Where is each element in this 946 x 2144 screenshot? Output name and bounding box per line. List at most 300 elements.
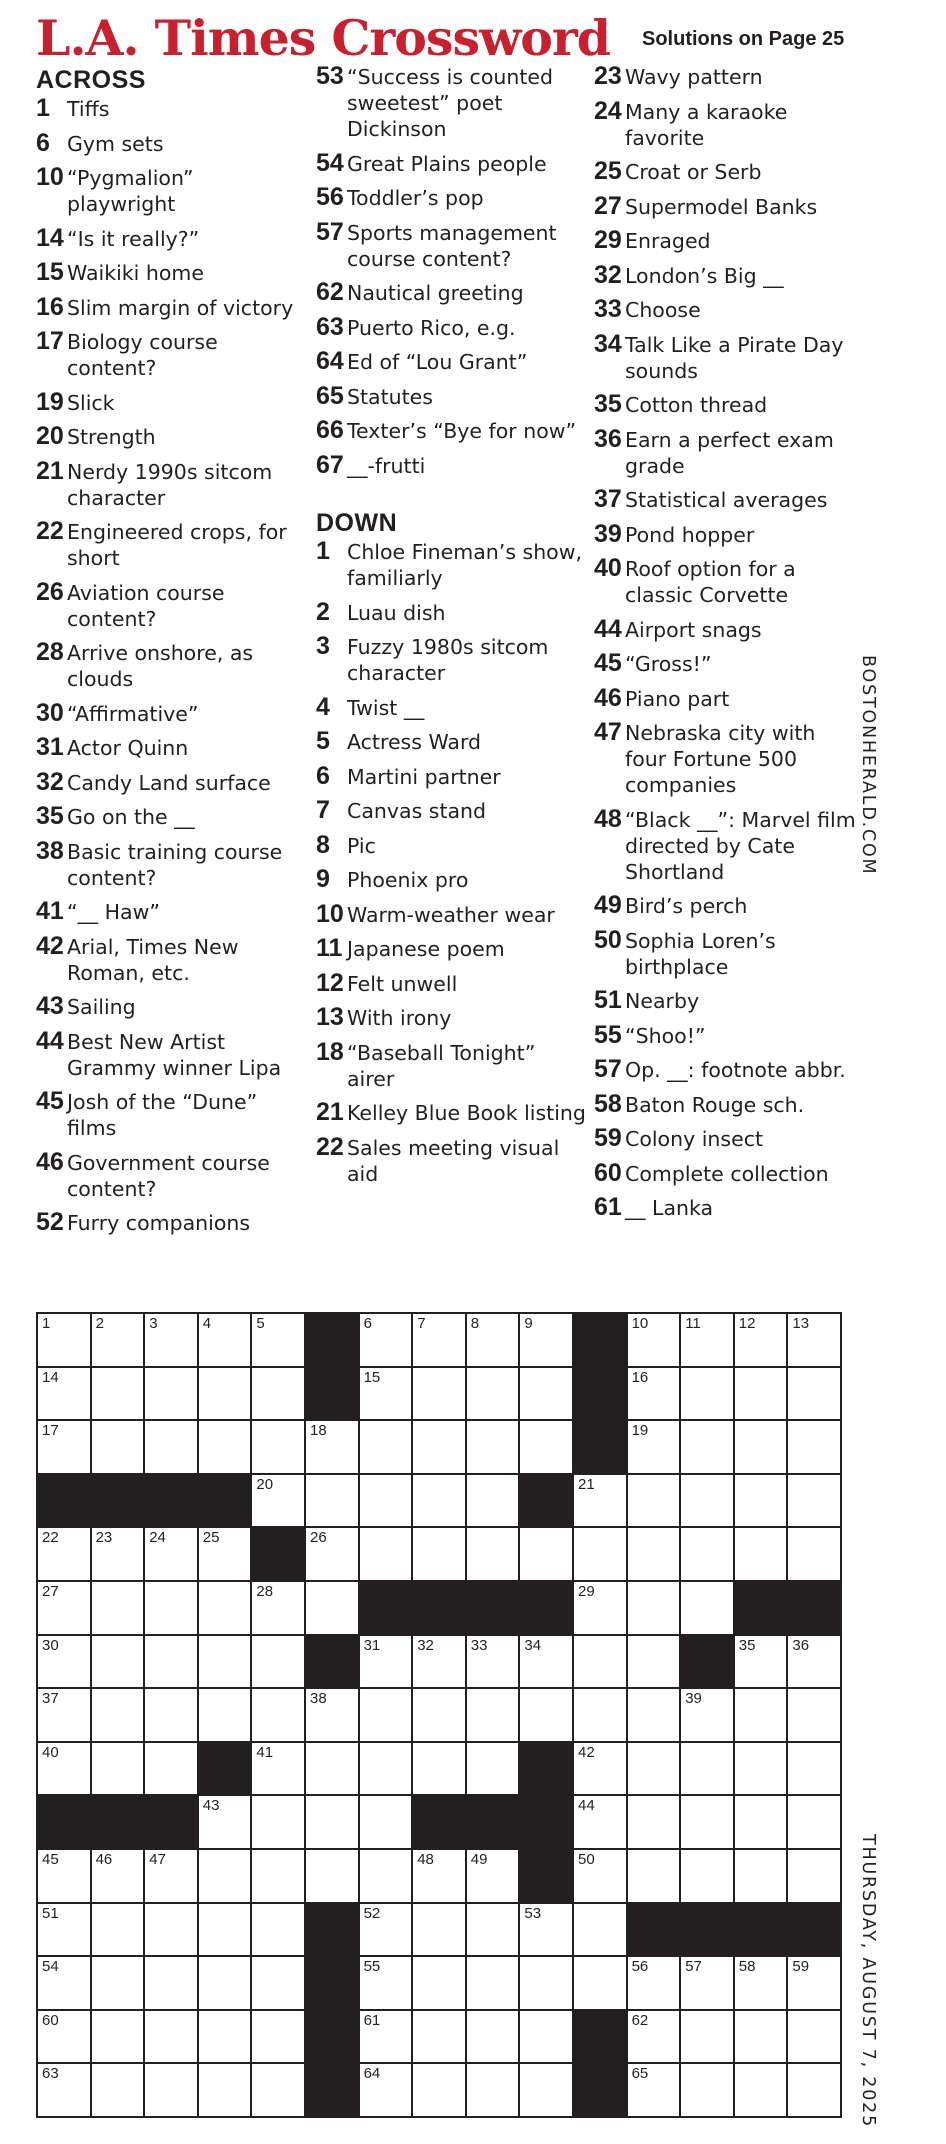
clue	[316, 539, 586, 591]
grid-cell[interactable]	[413, 1314, 465, 1366]
grid-cell[interactable]	[360, 1743, 412, 1795]
grid-cell[interactable]	[360, 1368, 412, 1420]
clue-number: 24	[594, 96, 622, 125]
clue	[316, 936, 586, 962]
clue-text: Japanese poem	[347, 937, 505, 961]
grid-cell[interactable]	[252, 1957, 304, 2009]
grid-cell[interactable]	[574, 1636, 626, 1688]
clue-text: Wavy pattern	[625, 65, 763, 89]
clue-number: 36	[594, 424, 622, 453]
grid-cell[interactable]	[38, 1528, 90, 1580]
grid-cell[interactable]	[574, 1743, 626, 1795]
clue	[36, 1026, 296, 1081]
clue-number: 21	[316, 1098, 344, 1126]
grid-block	[574, 2064, 626, 2116]
grid-block	[38, 1796, 90, 1848]
clue	[36, 1210, 296, 1236]
grid-cell[interactable]	[92, 1528, 144, 1580]
grid-cell[interactable]	[467, 2011, 519, 2063]
grid-cell[interactable]	[735, 1636, 787, 1688]
grid-cell[interactable]	[38, 1421, 90, 1473]
clue-text: Pic	[347, 833, 376, 858]
grid-cell[interactable]	[92, 2064, 144, 2116]
clue-text: Puerto Rico, e.g.	[347, 315, 516, 340]
clue-text: Martini partner	[347, 764, 501, 789]
cell-number: 2	[95, 1315, 104, 1332]
grid-cell[interactable]	[467, 1957, 519, 2009]
grid-cell[interactable]	[92, 1850, 144, 1902]
grid-cell[interactable]	[252, 1796, 304, 1848]
cell-number: 61	[363, 2011, 381, 2029]
grid-cell[interactable]	[145, 1314, 197, 1366]
grid-cell[interactable]	[788, 1957, 840, 2009]
grid-block	[199, 1743, 251, 1795]
grid-cell[interactable]	[413, 1904, 465, 1956]
grid-cell[interactable]	[735, 1475, 787, 1527]
grid-cell[interactable]	[681, 2064, 733, 2116]
clue	[36, 994, 296, 1020]
grid-cell[interactable]	[520, 1636, 572, 1688]
clue-number: 46	[594, 683, 622, 712]
grid-cell[interactable]	[413, 1850, 465, 1902]
clue-text: Cotton thread	[625, 393, 768, 417]
grid-cell[interactable]	[520, 2064, 572, 2116]
clue	[594, 614, 856, 643]
grid-cell[interactable]	[574, 1850, 626, 1902]
cell-number: 14	[42, 1368, 59, 1386]
grid-cell[interactable]	[413, 1743, 465, 1795]
grid-cell[interactable]	[199, 1421, 251, 1473]
clue-number: 29	[594, 226, 622, 254]
grid-cell[interactable]	[681, 1850, 733, 1902]
grid-cell[interactable]	[38, 2011, 90, 2063]
clue-text: Earn a perfect exam grade	[625, 427, 834, 478]
clue	[594, 1089, 856, 1118]
cell-number: 38	[310, 1690, 327, 1708]
grid-cell[interactable]	[306, 1743, 358, 1795]
grid-cell[interactable]	[92, 1582, 144, 1634]
grid-cell[interactable]	[360, 1475, 412, 1527]
clue	[36, 931, 296, 986]
clue	[36, 735, 296, 761]
grid-cell[interactable]	[681, 2011, 733, 2063]
grid-cell[interactable]	[360, 2011, 412, 2063]
grid-cell[interactable]	[199, 1689, 251, 1741]
grid-cell[interactable]	[199, 1850, 251, 1902]
grid-cell[interactable]	[788, 1528, 840, 1580]
grid-cell[interactable]	[306, 1528, 358, 1580]
grid-block	[306, 2011, 358, 2063]
cell-number: 56	[631, 1958, 649, 1976]
grid-cell[interactable]	[628, 1528, 680, 1580]
grid-cell[interactable]	[574, 1796, 626, 1848]
clue-text: Arial, Times New Roman, etc.	[67, 934, 239, 985]
grid-cell[interactable]	[681, 1368, 733, 1420]
clue-number: 53	[316, 62, 344, 90]
grid-cell[interactable]	[735, 1957, 787, 2009]
grid-cell[interactable]	[735, 2011, 787, 2063]
grid-cell[interactable]	[306, 1850, 358, 1902]
grid-cell[interactable]	[628, 2011, 680, 2063]
grid-block	[574, 1368, 626, 1420]
grid-cell[interactable]	[628, 1636, 680, 1688]
grid-cell[interactable]	[92, 1421, 144, 1473]
clue	[594, 392, 856, 418]
grid-cell[interactable]	[413, 1957, 465, 2009]
clue-number: 35	[594, 390, 622, 418]
grid-cell[interactable]	[360, 1689, 412, 1741]
clue	[316, 64, 586, 142]
grid-cell[interactable]	[467, 1528, 519, 1580]
grid-cell[interactable]	[788, 1743, 840, 1795]
cell-number: 3	[149, 1315, 158, 1332]
grid-cell[interactable]	[681, 1743, 733, 1795]
grid-cell[interactable]	[360, 1636, 412, 1688]
grid-cell[interactable]	[38, 1957, 90, 2009]
clue	[316, 830, 586, 859]
grid-cell[interactable]	[788, 1421, 840, 1473]
clue	[594, 424, 856, 479]
grid-cell[interactable]	[92, 1743, 144, 1795]
grid-cell[interactable]	[145, 2011, 197, 2063]
grid-block	[413, 1582, 465, 1634]
grid-cell[interactable]	[252, 1314, 304, 1366]
cell-number: 40	[42, 1743, 59, 1761]
grid-cell[interactable]	[145, 1904, 197, 1956]
grid-cell[interactable]	[681, 1421, 733, 1473]
grid-cell[interactable]	[199, 1957, 251, 2009]
grid-cell[interactable]	[735, 1368, 787, 1420]
grid-cell[interactable]	[252, 2011, 304, 2063]
grid-cell[interactable]	[788, 1636, 840, 1688]
grid-cell[interactable]	[735, 1421, 787, 1473]
grid-cell[interactable]	[252, 1421, 304, 1473]
clue-text: Candy Land surface	[67, 770, 271, 795]
grid-cell[interactable]	[252, 1636, 304, 1688]
cell-number: 25	[202, 1529, 220, 1547]
grid-cell[interactable]	[92, 1368, 144, 1420]
clue-number: 14	[36, 223, 64, 252]
grid-cell[interactable]	[574, 1475, 626, 1527]
cell-number: 27	[42, 1583, 59, 1600]
grid-cell[interactable]	[38, 1743, 90, 1795]
grid-block	[145, 1475, 197, 1527]
grid-cell[interactable]	[788, 1850, 840, 1902]
grid-block	[628, 1904, 680, 1956]
clue-number: 20	[36, 422, 64, 450]
grid-cell[interactable]	[306, 1421, 358, 1473]
grid-cell[interactable]	[520, 1314, 572, 1366]
grid-cell[interactable]	[38, 1689, 90, 1741]
grid-cell[interactable]	[145, 1743, 197, 1795]
cell-number: 18	[310, 1422, 327, 1440]
grid-cell[interactable]	[628, 2064, 680, 2116]
grid-cell[interactable]	[92, 1636, 144, 1688]
clue-number: 62	[316, 278, 344, 306]
grid-cell[interactable]	[252, 1582, 304, 1634]
grid-cell[interactable]	[788, 2064, 840, 2116]
grid-cell[interactable]	[145, 1689, 197, 1741]
grid-cell[interactable]	[628, 1368, 680, 1420]
grid-cell[interactable]	[360, 1421, 412, 1473]
clue-number: 57	[316, 217, 344, 246]
grid-cell[interactable]	[520, 2011, 572, 2063]
clue	[594, 651, 856, 677]
grid-cell[interactable]	[38, 1904, 90, 1956]
grid-cell[interactable]	[467, 2064, 519, 2116]
grid-cell[interactable]	[145, 2064, 197, 2116]
clue	[36, 96, 296, 122]
grid-cell[interactable]	[92, 1904, 144, 1956]
grid-cell[interactable]	[735, 2064, 787, 2116]
grid-cell[interactable]	[628, 1689, 680, 1741]
grid-cell[interactable]	[788, 1796, 840, 1848]
grid-cell[interactable]	[628, 1850, 680, 1902]
clue-text: Great Plains people	[347, 151, 547, 176]
grid-cell[interactable]	[252, 1850, 304, 1902]
clue-number: 1	[36, 94, 50, 122]
grid-cell[interactable]	[252, 1743, 304, 1795]
grid-cell[interactable]	[788, 1314, 840, 1366]
clue	[316, 1005, 586, 1031]
clue-number: 7	[316, 796, 330, 824]
grid-cell[interactable]	[413, 1475, 465, 1527]
grid-cell[interactable]	[145, 1368, 197, 1420]
clue-text: Baton Rouge sch.	[625, 1092, 805, 1117]
clue	[594, 191, 856, 220]
grid-cell[interactable]	[467, 1743, 519, 1795]
grid-cell[interactable]	[681, 1582, 733, 1634]
grid-cell[interactable]	[413, 1421, 465, 1473]
clue-number: 17	[36, 327, 64, 355]
clue	[36, 640, 296, 692]
grid-cell[interactable]	[574, 1689, 626, 1741]
section-gap	[316, 487, 586, 507]
grid-cell[interactable]	[145, 1582, 197, 1634]
grid-cell[interactable]	[199, 1636, 251, 1688]
clue-text: “Success is counted sweetest” poet Dickinson	[347, 65, 554, 141]
grid-cell[interactable]	[735, 1314, 787, 1366]
grid-cell[interactable]	[145, 1528, 197, 1580]
grid-cell[interactable]	[467, 1368, 519, 1420]
grid-cell[interactable]	[467, 1689, 519, 1741]
clue-number: 2	[316, 597, 330, 626]
grid-cell[interactable]	[788, 1689, 840, 1741]
grid-cell[interactable]	[467, 1636, 519, 1688]
grid-cell[interactable]	[199, 1368, 251, 1420]
grid-cell[interactable]	[574, 1957, 626, 2009]
grid-cell[interactable]	[520, 1421, 572, 1473]
grid-cell[interactable]	[628, 1743, 680, 1795]
grid-cell[interactable]	[735, 1689, 787, 1741]
clue-text: Aviation course content?	[67, 580, 225, 631]
grid-cell[interactable]	[199, 1796, 251, 1848]
grid-block	[520, 1743, 572, 1795]
grid-cell[interactable]	[306, 1475, 358, 1527]
grid-cell[interactable]	[306, 1796, 358, 1848]
grid-cell[interactable]	[628, 1314, 680, 1366]
cell-number: 64	[363, 2065, 381, 2083]
grid-cell[interactable]	[520, 1528, 572, 1580]
grid-cell[interactable]	[306, 1582, 358, 1634]
grid-cell[interactable]	[252, 1904, 304, 1956]
clue-text: Josh of the “Dune” films	[67, 1090, 258, 1140]
grid-cell[interactable]	[628, 1421, 680, 1473]
grid-cell[interactable]	[413, 2064, 465, 2116]
grid-cell[interactable]	[38, 1582, 90, 1634]
grid-cell[interactable]	[735, 1528, 787, 1580]
grid-cell[interactable]	[145, 1957, 197, 2009]
grid-cell[interactable]	[145, 1636, 197, 1688]
clue-column-1	[36, 64, 296, 1245]
grid-cell[interactable]	[199, 2011, 251, 2063]
grid-cell[interactable]	[145, 1850, 197, 1902]
grid-cell[interactable]	[92, 1689, 144, 1741]
grid-cell[interactable]	[252, 2064, 304, 2116]
grid-cell[interactable]	[574, 1904, 626, 1956]
clue-text: Statutes	[347, 384, 433, 409]
grid-cell[interactable]	[199, 1314, 251, 1366]
grid-cell[interactable]	[681, 1314, 733, 1366]
grid-cell[interactable]	[92, 1314, 144, 1366]
grid-cell[interactable]	[520, 1957, 572, 2009]
grid-cell[interactable]	[199, 1528, 251, 1580]
grid-cell[interactable]	[467, 1904, 519, 1956]
clue-text: “Pygmalion” playwright	[67, 166, 194, 216]
clue	[36, 1089, 296, 1141]
cell-number: 6	[363, 1315, 372, 1332]
grid-cell[interactable]	[520, 1904, 572, 1956]
grid-cell[interactable]	[413, 1689, 465, 1741]
clue-text: “__ Haw”	[67, 900, 161, 924]
cell-number: 22	[42, 1529, 59, 1547]
grid-cell[interactable]	[252, 1689, 304, 1741]
grid-cell[interactable]	[360, 1904, 412, 1956]
grid-block	[199, 1475, 251, 1527]
clue-column-2	[316, 64, 586, 1195]
grid-cell[interactable]	[360, 1850, 412, 1902]
grid-cell[interactable]	[199, 1582, 251, 1634]
grid-cell[interactable]	[199, 2064, 251, 2116]
grid-cell[interactable]	[92, 1957, 144, 2009]
grid-cell[interactable]	[628, 1957, 680, 2009]
grid-cell[interactable]	[38, 1314, 90, 1366]
grid-cell[interactable]	[467, 1421, 519, 1473]
grid-cell[interactable]	[92, 2011, 144, 2063]
grid-cell[interactable]	[467, 1850, 519, 1902]
clue-number: 10	[316, 899, 344, 928]
grid-cell[interactable]	[38, 1368, 90, 1420]
grid-cell[interactable]	[788, 1475, 840, 1527]
grid-block	[520, 1850, 572, 1902]
grid-cell[interactable]	[252, 1475, 304, 1527]
clue-number: 43	[36, 992, 64, 1020]
grid-cell[interactable]	[360, 1796, 412, 1848]
grid-cell[interactable]	[735, 1743, 787, 1795]
clue-text: “Shoo!”	[625, 1023, 706, 1048]
grid-block	[574, 1314, 626, 1366]
grid-cell[interactable]	[628, 1475, 680, 1527]
grid-cell[interactable]	[628, 1582, 680, 1634]
clue-text: With irony	[347, 1006, 452, 1030]
cell-number: 35	[738, 1636, 756, 1654]
grid-cell[interactable]	[199, 1904, 251, 1956]
grid-cell[interactable]	[788, 2011, 840, 2063]
grid-cell[interactable]	[467, 1475, 519, 1527]
grid-cell[interactable]	[360, 1957, 412, 2009]
grid-cell[interactable]	[413, 1368, 465, 1420]
cell-number: 7	[417, 1315, 426, 1332]
grid-cell[interactable]	[681, 1796, 733, 1848]
grid-cell[interactable]	[574, 1528, 626, 1580]
clue-text: Furry companions	[67, 1211, 251, 1235]
grid-cell[interactable]	[735, 1850, 787, 1902]
cell-number: 8	[470, 1315, 480, 1332]
grid-cell[interactable]	[360, 1314, 412, 1366]
grid-block	[306, 1314, 358, 1366]
grid-cell[interactable]	[252, 1368, 304, 1420]
clue-number: 33	[594, 295, 622, 323]
grid-cell[interactable]	[306, 1689, 358, 1741]
clue	[594, 519, 856, 548]
grid-cell[interactable]	[38, 1850, 90, 1902]
grid-cell[interactable]	[413, 2011, 465, 2063]
grid-cell[interactable]	[413, 1636, 465, 1688]
clue-number: 42	[36, 931, 64, 960]
cell-number: 59	[792, 1958, 810, 1976]
clue	[36, 329, 296, 381]
clue	[316, 148, 586, 177]
grid-cell[interactable]	[628, 1796, 680, 1848]
grid-cell[interactable]	[681, 1528, 733, 1580]
clue-text: Basic training course content?	[67, 839, 283, 890]
cell-number: 55	[363, 1958, 381, 1976]
clue-number: 50	[594, 925, 622, 954]
grid-cell[interactable]	[520, 1368, 572, 1420]
clue-number: 4	[316, 692, 330, 721]
clue-text: Sophia Loren’s birthplace	[625, 928, 776, 979]
cell-number: 16	[631, 1368, 649, 1386]
cell-number: 33	[470, 1636, 488, 1654]
grid-block	[467, 1796, 519, 1848]
clue	[36, 767, 296, 796]
clue	[316, 418, 586, 444]
clue-text: Nearby	[625, 989, 700, 1013]
grid-cell[interactable]	[360, 2064, 412, 2116]
clue-text: Fuzzy 1980s sitcom character	[347, 635, 549, 685]
cell-number: 36	[792, 1636, 810, 1654]
grid-cell[interactable]	[145, 1421, 197, 1473]
clue-text: Kelley Blue Book listing	[347, 1101, 586, 1125]
grid-cell[interactable]	[735, 1796, 787, 1848]
puzzle-title: L.A. Times Crossword	[36, 9, 611, 67]
clue-number: 13	[316, 1003, 344, 1031]
grid-cell[interactable]	[681, 1475, 733, 1527]
grid-cell[interactable]	[788, 1368, 840, 1420]
grid-cell[interactable]	[681, 1957, 733, 2009]
grid-cell[interactable]	[520, 1689, 572, 1741]
grid-cell[interactable]	[574, 1582, 626, 1634]
grid-cell[interactable]	[681, 1689, 733, 1741]
clue-text: Pond hopper	[625, 522, 755, 547]
grid-cell[interactable]	[38, 2064, 90, 2116]
grid-cell[interactable]	[413, 1528, 465, 1580]
grid-cell[interactable]	[38, 1636, 90, 1688]
clue-number: 45	[36, 1087, 64, 1115]
grid-cell[interactable]	[360, 1528, 412, 1580]
grid-cell[interactable]	[467, 1314, 519, 1366]
clue-text: __ Lanka	[625, 1196, 714, 1220]
